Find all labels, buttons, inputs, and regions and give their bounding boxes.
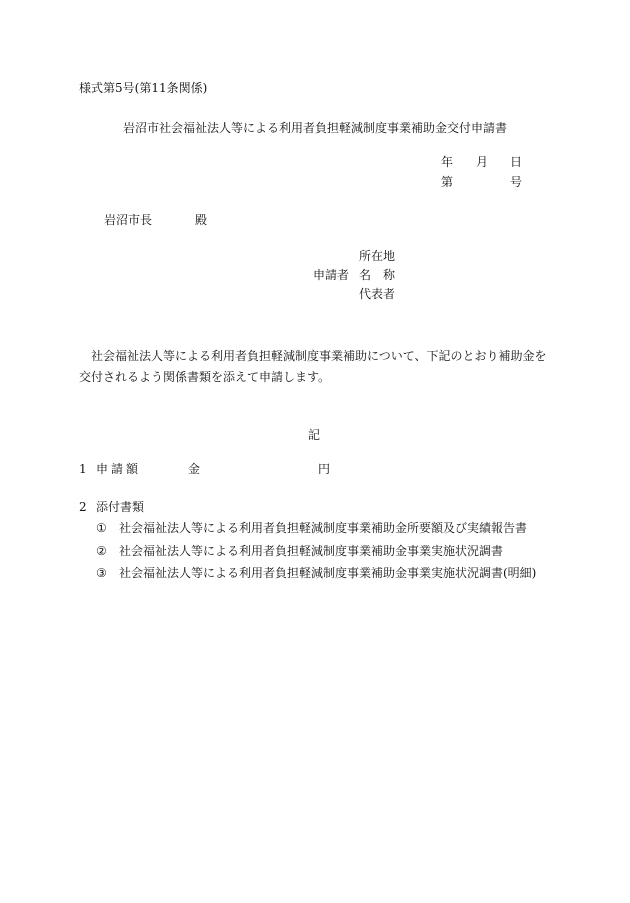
document-title: 岩沼市社会福祉法人等による利用者負担軽減制度事業補助金交付申請書: [123, 121, 508, 135]
body-paragraph: 社会福祉法人等による利用者負担軽減制度事業補助について、下記のとおり補助金を交付されるよう関係書類を添えて申請します。: [79, 349, 547, 384]
doc-number-suffix: 号: [510, 175, 523, 189]
item2-number: 2: [79, 500, 87, 514]
applicant-address-label: 所在地: [359, 249, 396, 263]
applicant-label: 申請者: [313, 268, 350, 282]
date-year-label: 年: [441, 155, 454, 169]
attachment-mark: ②: [96, 544, 107, 558]
attachment-text: 社会福祉法人等による利用者負担軽減制度事業補助金事業実施状況調書: [119, 544, 504, 558]
attachment-mark: ③: [96, 566, 107, 580]
item1-kin: 金: [188, 462, 201, 476]
addressee-honorific: 殿: [195, 213, 208, 227]
ki-heading: 記: [308, 428, 321, 442]
item1-yen: 円: [318, 462, 331, 476]
addressee-name: 岩沼市長: [104, 213, 153, 227]
form-number: 様式第5号(第11条関係): [79, 81, 208, 95]
date-day-label: 日: [510, 155, 523, 169]
item1-number: 1: [79, 462, 87, 476]
item2-label: 添付書類: [96, 500, 145, 514]
date-month-label: 月: [476, 155, 489, 169]
doc-number-prefix: 第: [441, 175, 454, 189]
attachment-text: 社会福祉法人等による利用者負担軽減制度事業補助金事業実施状況調書(明細): [119, 566, 537, 580]
attachment-text: 社会福祉法人等による利用者負担軽減制度事業補助金所要額及び実績報告書: [119, 521, 528, 535]
item1-label: 申請額: [96, 462, 142, 476]
attachment-mark: ①: [96, 521, 107, 535]
applicant-representative-label: 代表者: [359, 287, 396, 301]
applicant-name-label: 名 称: [359, 268, 396, 282]
